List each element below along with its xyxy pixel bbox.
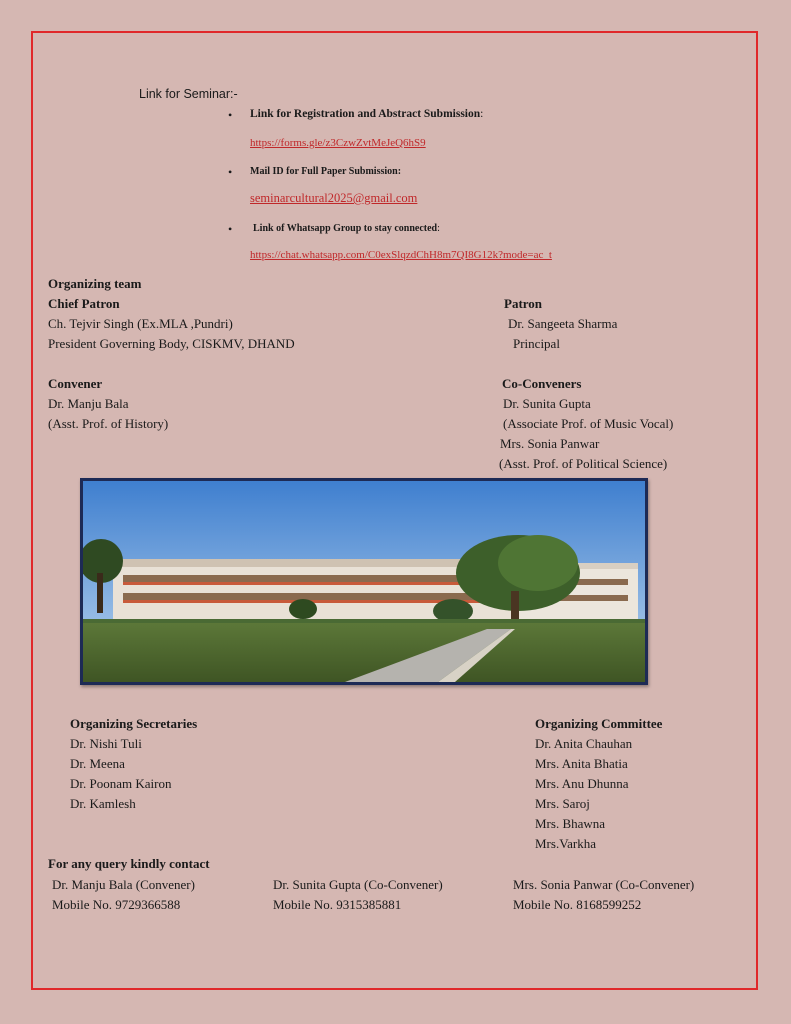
committee-member: Mrs. Bhawna (535, 816, 606, 831)
committee-member: Mrs.Varkha (535, 836, 597, 851)
contact-name: Dr. Sunita Gupta (Co-Convener) (273, 877, 443, 892)
mail-label: Mail ID for Full Paper Submission: (250, 166, 402, 177)
contact-heading: For any query kindly contact (48, 856, 210, 871)
committee-title: Organizing Committee (535, 716, 663, 731)
bullet-icon: • (228, 165, 233, 179)
secretaries-title: Organizing Secretaries (70, 716, 198, 731)
chief-patron-name: Ch. Tejvir Singh (Ex.MLA ,Pundri) (48, 316, 233, 331)
whatsapp-link[interactable]: https://chat.whatsapp.com/C0exSlqzdChH8m7QI8G12k?mode=ac_t (250, 249, 552, 261)
contact-mobile: Mobile No. 9315385881 (273, 897, 402, 912)
team-heading: Organizing team (48, 276, 142, 291)
secretary-name: Dr. Nishi Tuli (70, 736, 142, 751)
seminar-heading: Link for Seminar:- (139, 87, 238, 101)
co-convener-1-role: (Associate Prof. of Music Vocal) (503, 416, 674, 431)
convener-role: (Asst. Prof. of History) (48, 416, 169, 431)
contact-name: Dr. Manju Bala (Convener) (52, 877, 195, 892)
secretary-name: Dr. Poonam Kairon (70, 776, 172, 791)
patron-name: Dr. Sangeeta Sharma (508, 316, 618, 331)
convener-name: Dr. Manju Bala (48, 396, 129, 411)
contact-mobile: Mobile No. 8168599252 (513, 897, 642, 912)
committee-member: Mrs. Saroj (535, 796, 590, 811)
bullet-icon: • (228, 108, 233, 122)
chief-patron-role: President Governing Body, CISKMV, DHAND (48, 336, 295, 351)
whatsapp-label: Link of Whatsapp Group to stay connected: (253, 223, 440, 234)
committee-member: Mrs. Anita Bhatia (535, 756, 628, 771)
patron-title: Patron (504, 296, 543, 311)
committee-member: Mrs. Anu Dhunna (535, 776, 629, 791)
registration-link[interactable]: https://forms.gle/z3CzwZvtMeJeQ6hS9 (250, 137, 426, 149)
committee-member: Dr. Anita Chauhan (535, 736, 633, 751)
patron-role: Principal (513, 336, 560, 351)
mail-link[interactable]: seminarcultural2025@gmail.com (250, 191, 418, 205)
college-photo (80, 478, 648, 685)
co-conveners-title: Co-Conveners (502, 376, 582, 391)
secretary-name: Dr. Kamlesh (70, 796, 136, 811)
bullet-icon: • (228, 222, 233, 236)
co-convener-2-role: (Asst. Prof. of Political Science) (499, 456, 668, 471)
co-convener-1-name: Dr. Sunita Gupta (503, 396, 591, 411)
co-convener-2-name: Mrs. Sonia Panwar (500, 436, 600, 451)
contact-name: Mrs. Sonia Panwar (Co-Convener) (513, 877, 695, 892)
chief-patron-title: Chief Patron (48, 296, 120, 311)
registration-label: Link for Registration and Abstract Submission: (250, 108, 484, 120)
secretary-name: Dr. Meena (70, 756, 125, 771)
convener-title: Convener (48, 376, 103, 391)
contact-mobile: Mobile No. 9729366588 (52, 897, 181, 912)
